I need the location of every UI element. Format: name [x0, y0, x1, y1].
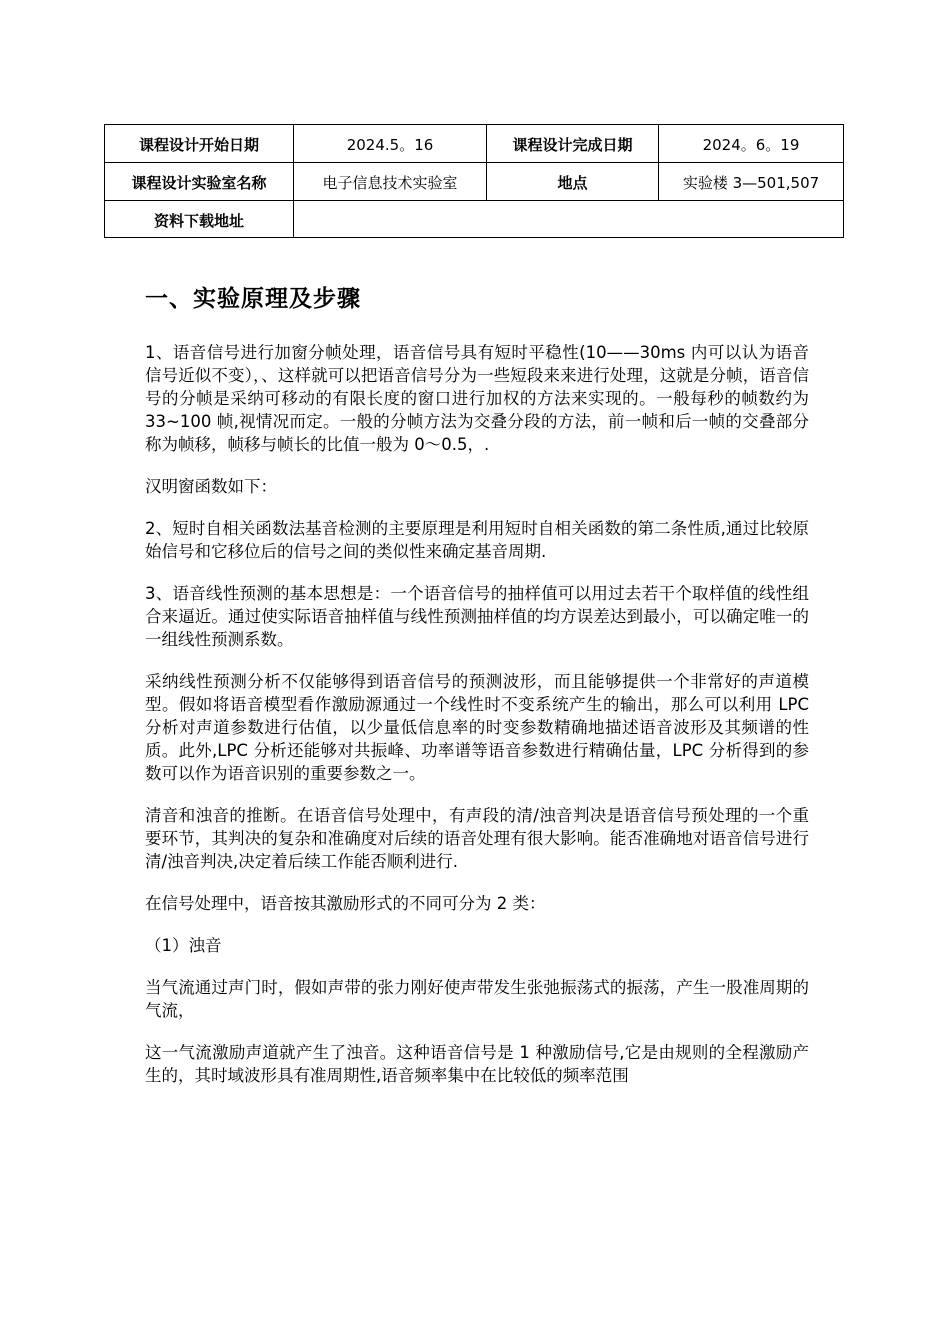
- document-body: [145, 341, 809, 1106]
- paragraph: 汉明窗函数如下：: [145, 477, 277, 496]
- paragraph: 3、语音线性预测的基本思想是：一个语音信号的抽样值可以用过去若干个取样值的线性组合来逼近。通过使实际语音抽样值与线性预测抽样值的均方误差达到最小，可以确定唯一的一组线性预测系数。: [145, 584, 809, 649]
- table-row: [105, 201, 844, 238]
- table-row: [105, 163, 844, 201]
- lab-name-label: 课程设计实验室名称: [105, 163, 294, 201]
- paragraph: 采纳线性预测分析不仅能够得到语音信号的预测波形，而且能够提供一个非常好的声道模型。假如将语音模型看作激励源通过一个线性时不变系统产生的输出，那么可以利用 LPC 分析对声道参数进行估值，以少量低信息率的时变参数精确地描述语音波形及其频谱的性质。此外,LPC 分析还能够对共振峰、功率谱等语音参数进行精确估量，LPC 分析得到的参数可以作为语音识别的重要参数之一。: [145, 672, 809, 783]
- download-url-value: [294, 201, 844, 238]
- end-date-label: 课程设计完成日期: [487, 125, 659, 163]
- start-date-label: 课程设计开始日期: [105, 125, 294, 163]
- section-title: 一、实验原理及步骤: [145, 286, 361, 312]
- table-row: [105, 125, 844, 163]
- location-label: 地点: [487, 163, 659, 201]
- start-date-value: 2024.5。16: [294, 125, 487, 163]
- end-date-value: 2024。6。19: [659, 125, 844, 163]
- download-url-label: 资料下载地址: [105, 201, 294, 238]
- paragraph: 在信号处理中，语音按其激励形式的不同可分为 2 类：: [145, 894, 546, 913]
- paragraph: （1）浊音: [145, 936, 222, 955]
- course-info-table: [104, 124, 844, 238]
- paragraph: 这一气流激励声道就产生了浊音。这种语音信号是 1 种激励信号,它是由规则的全程激励产生的，其时域波形具有准周期性,语音频率集中在比较低的频率范围: [145, 1043, 809, 1085]
- lab-name-value: 电子信息技术实验室: [294, 163, 487, 201]
- paragraph: 清音和浊音的推断。在语音信号处理中，有声段的清/浊音判决是语音信号预处理的一个重要环节，其判决的复杂和准确度对后续的语音处理有很大影响。能否准确地对语音信号进行清/浊音判决,决定着后续工作能否顺利进行.: [145, 806, 809, 871]
- paragraph: 2、短时自相关函数法基音检测的主要原理是利用短时自相关函数的第二条性质,通过比较原始信号和它移位后的信号之间的类似性来确定基音周期.: [145, 519, 809, 561]
- paragraph: 1、语音信号进行加窗分帧处理，语音信号具有短时平稳性(10——30ms 内可以认为语音信号近似不变），、这样就可以把语音信号分为一些短段来来进行处理，这就是分帧，语音信号的分帧是采纳可移动的有限长度的窗口进行加权的方法来实现的。一般每秒的帧数约为 33~100 帧,视情况而定。一般的分帧方法为交叠分段的方法，前一帧和后一帧的交叠部分称为帧移，帧移与帧长的比值一般为 0～0.5，.: [145, 343, 809, 454]
- paragraph: 当气流通过声门时，假如声带的张力刚好使声带发生张弛振荡式的振荡，产生一股准周期的气流，: [145, 978, 809, 1020]
- location-value: 实验楼 3—501,507: [659, 163, 844, 201]
